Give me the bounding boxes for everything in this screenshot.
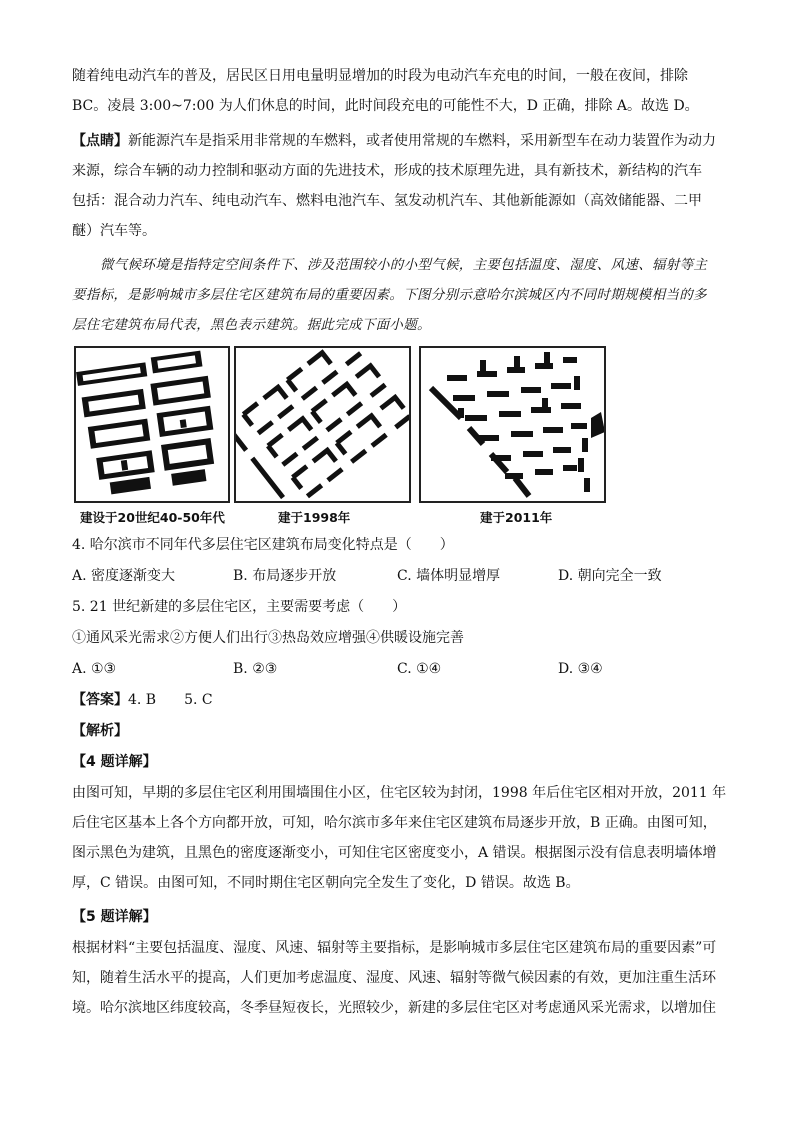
figure-caption-3: 建于2011年	[480, 510, 553, 525]
answer-tag: 【答案】	[72, 692, 128, 708]
q4-detail-tag: 【4 题详解】	[72, 754, 157, 770]
text-line: 根据材料“主要包括温度、湿度、风速、辐射等主要指标，是影响城市多层住宅区建筑布局的重要因素”可	[72, 940, 717, 956]
text-line: 层住宅建筑布局代表，黑色表示建筑。据此完成下面小题。	[72, 317, 431, 333]
semi-open-block-map	[236, 348, 409, 501]
q4-option-c: C. 墙体明显增厚	[397, 568, 501, 584]
q5-option-c: C. ①④	[397, 661, 442, 677]
enclosed-block-map	[76, 348, 228, 501]
figure-caption-1: 建设于20世纪40-50年代	[80, 510, 225, 525]
dianjing-paragraph	[72, 126, 724, 246]
text-line: 图示黑色为建筑，且黑色的密度逐渐变小，可知住宅区密度变小，A 错误。根据图示没有信息表明墙体增	[72, 845, 717, 861]
question-4-stem: 4. 哈尔滨市不同年代多层住宅区建筑布局变化特点是（ ）	[72, 537, 454, 553]
analysis-tag: 【解析】	[72, 723, 128, 739]
text-line: 后住宅区基本上各个方向都开放，可知，哈尔滨市多年来住宅区建筑布局逐步开放，B 正确。由图可知，	[72, 815, 717, 831]
q5-option-b: B. ②③	[233, 661, 278, 677]
q4-option-d: D. 朝向完全一致	[558, 568, 662, 584]
q5-detail-paragraph	[72, 933, 724, 1023]
text-line: 微气候环境是指特定空间条件下、涉及范围较小的小型气候，主要包括温度、湿度、风速、辐射等主	[100, 257, 708, 273]
figure-caption-2: 建于1998年	[278, 510, 351, 525]
figure-2011-layout	[419, 346, 606, 503]
text-line: 包括：混合动力汽车、纯电动汽车、燃料电池汽车、氢发动机汽车、其他新能源如（高效储能器、二甲	[72, 193, 702, 209]
q5-option-a: A. ①③	[72, 661, 117, 677]
figure-1998-layout	[234, 346, 411, 503]
open-block-map	[421, 348, 604, 501]
q5-detail-tag: 【5 题详解】	[72, 909, 157, 925]
text-line: 来源，综合车辆的动力控制和驱动方面的先进技术，形成的技术原理先进，具有新技术，新结构的汽车	[72, 163, 702, 179]
material-paragraph	[72, 250, 724, 340]
q5-option-d: D. ③④	[558, 661, 603, 677]
question-5-items: ①通风采光需求②方便人们出行③热岛效应增强④供暖设施完善	[72, 630, 464, 646]
intro-paragraph	[72, 61, 724, 121]
text-line: 厚，C 错误。由图可知，不同时期住宅区朝向完全发生了变化，D 错误。故选 B。	[72, 875, 580, 891]
answer-text: 4. B 5. C	[128, 692, 213, 708]
dianjing-tag: 【点睛】	[72, 133, 128, 149]
q4-option-a: A. 密度逐渐变大	[72, 568, 176, 584]
answer-line	[72, 685, 213, 715]
text-line: 由图可知，早期的多层住宅区利用围墙围住小区，住宅区较为封闭，1998 年后住宅区相对开放，2011 年	[72, 785, 727, 801]
text-line: 新能源汽车是指采用非常规的车燃料，或者使用常规的车燃料，采用新型车在动力装置作为动力	[128, 133, 716, 149]
text-line: 醚）汽车等。	[72, 223, 156, 239]
text-line: 知，随着生活水平的提高，人们更加考虑温度、湿度、风速、辐射等微气候因素的有效，更加注重生活环	[72, 970, 716, 986]
text-line: 随着纯电动汽车的普及，居民区日用电量明显增加的时段为电动汽车充电的时间，一般在夜间，排除	[72, 68, 688, 84]
layout-figures	[74, 346, 724, 530]
figure-1940s-layout	[74, 346, 230, 503]
text-line: BC。凌晨 3:00~7:00 为人们休息的时间，此时间段充电的可能性不大，D 正确，排除 A。故选 D。	[72, 98, 699, 114]
q4-option-b: B. 布局逐步开放	[233, 568, 337, 584]
text-line: 要指标，是影响城市多层住宅区建筑布局的重要因素。下图分别示意哈尔滨城区内不同时期规模相当的多	[72, 287, 707, 303]
text-line: 境。哈尔滨地区纬度较高，冬季昼短夜长，光照较少，新建的多层住宅区对考虑通风采光需求，以增加住	[72, 1000, 716, 1016]
q4-detail-paragraph	[72, 778, 727, 898]
question-5-stem: 5. 21 世纪新建的多层住宅区，主要需要考虑（ ）	[72, 599, 407, 615]
